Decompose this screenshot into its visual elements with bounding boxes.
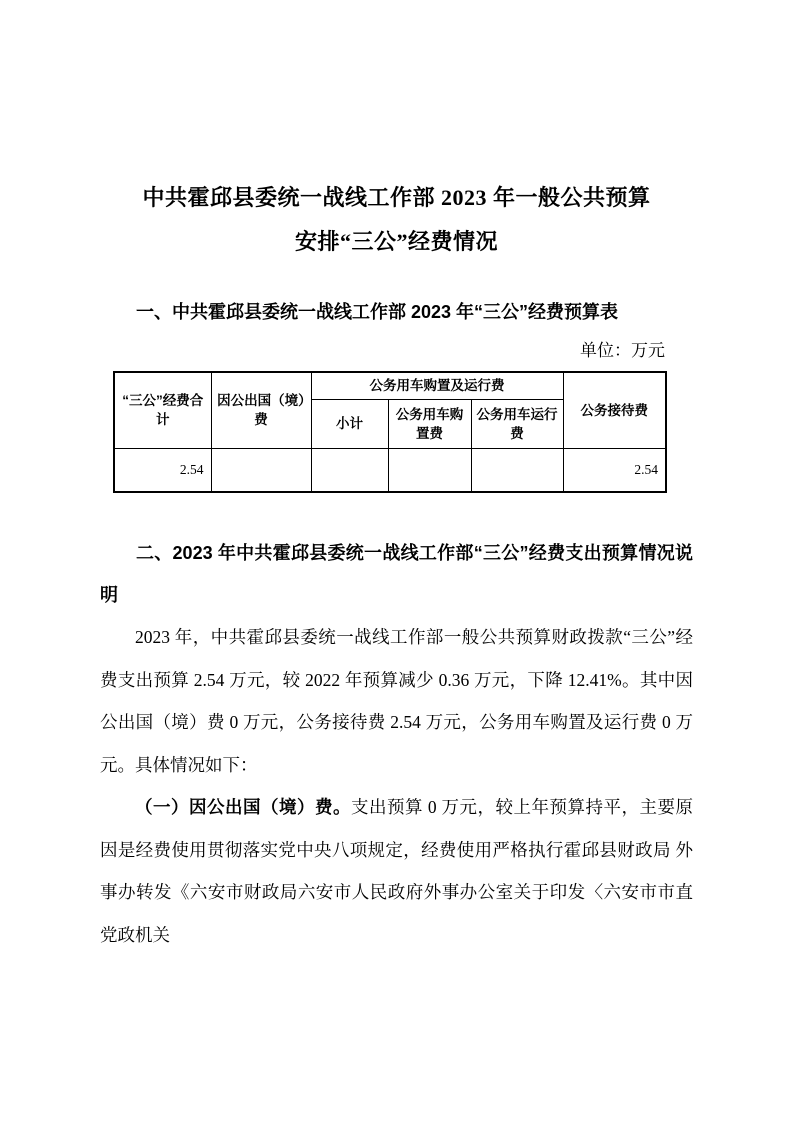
th-vehicle-subtotal: 小计 [311, 399, 388, 448]
paragraph-abroad-lead: （一）因公出国（境）费。 [135, 797, 351, 817]
cell-abroad-fee [211, 448, 311, 492]
cell-sangong-total: 2.54 [114, 448, 211, 492]
section2-heading: 二、2023 年中共霍邱县委统一战线工作部“三公”经费支出预算情况说明 [100, 543, 693, 605]
paragraph-abroad-body: 支出预算 0 万元，较上年预算持平，主要原因是经费使用贯彻落实党中央八项规定，经费使用严格执行霍邱县财政局 外事办转发《六安市财政局六安市人民政府外事办公室关于印发〈六安市市直党政机关 [100, 797, 693, 945]
section1-heading: 一、中共霍邱县委统一战线工作部 2023 年“三公”经费预算表 [136, 302, 619, 322]
th-abroad-fee: 因公出国（境）费 [211, 372, 311, 448]
th-vehicle-group: 公务用车购置及运行费 [311, 372, 563, 399]
th-vehicle-purchase: 公务用车购置费 [388, 399, 471, 448]
paragraph-summary: 2023 年，中共霍邱县委统一战线工作部一般公共预算财政拨款“三公”经费支出预算 2.54 万元，较 2022 年预算减少 0.36 万元，下降 12.41%。其中因公出国（境）费 0 万元，公务接待费 2.54 万元，公务用车购置及运行费 0 万元。具体情况如下： [100, 627, 693, 775]
document-title [100, 176, 693, 264]
document-title-line1: 中共霍邱县委统一战线工作部 2023 年一般公共预算 [142, 185, 651, 210]
th-reception-fee: 公务接待费 [563, 372, 666, 448]
sangong-budget-table [113, 371, 667, 493]
th-sangong-total: “三公”经费合计 [114, 372, 211, 448]
document-title-line2: 安排“三公”经费情况 [294, 229, 498, 254]
th-vehicle-operation: 公务用车运行费 [471, 399, 563, 448]
cell-reception-fee: 2.54 [563, 448, 666, 492]
cell-vehicle-operation [471, 448, 563, 492]
table-data-row [114, 448, 666, 492]
cell-vehicle-subtotal [311, 448, 388, 492]
table-unit-label: 单位：万元 [580, 341, 665, 360]
table-header-row-1 [114, 372, 666, 399]
paragraph-abroad-detail [100, 786, 693, 956]
cell-vehicle-purchase [388, 448, 471, 492]
